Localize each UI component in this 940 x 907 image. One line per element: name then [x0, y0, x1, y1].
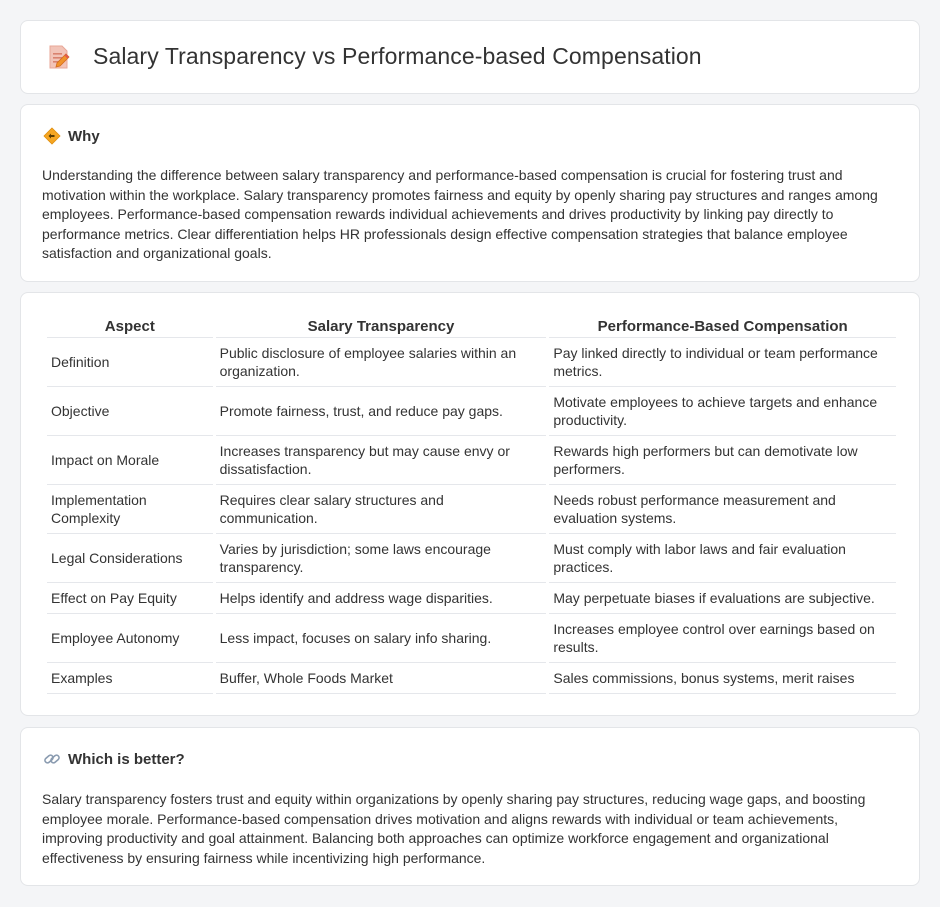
document-pencil-icon	[47, 44, 71, 70]
header-aspect: Aspect	[47, 315, 213, 338]
header-salary-transparency: Salary Transparency	[216, 315, 547, 338]
salary-transparency-cell: Buffer, Whole Foods Market	[216, 663, 547, 694]
aspect-cell: Definition	[47, 338, 213, 387]
header-performance-based: Performance-Based Compensation	[549, 315, 896, 338]
link-icon	[43, 750, 61, 768]
aspect-cell: Objective	[47, 387, 213, 436]
salary-transparency-cell: Varies by jurisdiction; some laws encourage transparency.	[216, 534, 547, 583]
why-heading: Why	[68, 127, 100, 145]
table-row	[47, 534, 896, 583]
performance-based-cell: Needs robust performance measurement and evaluation systems.	[549, 485, 896, 534]
why-card	[20, 104, 920, 282]
table-row	[47, 614, 896, 663]
why-heading-row	[43, 127, 100, 145]
salary-transparency-cell: Requires clear salary structures and communication.	[216, 485, 547, 534]
why-text: Understanding the difference between salary transparency and performance-based compensation is crucial for fostering trust and motivation within the workplace. Salary transparency promotes fairness and equity by openly sharing pay structures and ranges among employees. Performance-based compensation rewards individual achievements and drives productivity by linking pay directly to performance metrics. Clear differentiation helps HR professionals design effective compensation strategies that balance employee satisfaction and organizational goals.	[42, 167, 878, 261]
table-row	[47, 485, 896, 534]
better-text: Salary transparency fosters trust and equity within organizations by openly sharing pay structures, reducing wage gaps, and boosting employee morale. Performance-based compensation drives motivation and aligns rewards with individual or team achievements, improving productivity and goal attainment. Balancing both approaches can optimize workforce engagement and organizational effectiveness by ensuring fairness while incentivizing high performance.	[42, 791, 866, 866]
comparison-table	[44, 315, 899, 694]
aspect-cell: Effect on Pay Equity	[47, 583, 213, 614]
table-row	[47, 436, 896, 485]
table-row	[47, 663, 896, 694]
performance-based-cell: May perpetuate biases if evaluations are subjective.	[549, 583, 896, 614]
better-heading: Which is better?	[68, 750, 185, 768]
which-is-better-card	[20, 727, 920, 886]
performance-based-cell: Motivate employees to achieve targets and enhance productivity.	[549, 387, 896, 436]
table-row	[47, 387, 896, 436]
table-header-row	[47, 315, 896, 338]
aspect-cell: Legal Considerations	[47, 534, 213, 583]
comparison-card	[20, 292, 920, 716]
page-title: Salary Transparency vs Performance-based Compensation	[93, 43, 702, 69]
salary-transparency-cell: Increases transparency but may cause envy or dissatisfaction.	[216, 436, 547, 485]
title-card	[20, 20, 920, 94]
title-row	[47, 43, 702, 70]
salary-transparency-cell: Helps identify and address wage disparities.	[216, 583, 547, 614]
aspect-cell: Implementation Complexity	[47, 485, 213, 534]
performance-based-cell: Rewards high performers but can demotivate low performers.	[549, 436, 896, 485]
table-row	[47, 338, 896, 387]
salary-transparency-cell: Promote fairness, trust, and reduce pay gaps.	[216, 387, 547, 436]
aspect-cell: Employee Autonomy	[47, 614, 213, 663]
performance-based-cell: Must comply with labor laws and fair evaluation practices.	[549, 534, 896, 583]
diamond-warning-icon	[43, 127, 61, 145]
salary-transparency-cell: Public disclosure of employee salaries within an organization.	[216, 338, 547, 387]
aspect-cell: Examples	[47, 663, 213, 694]
performance-based-cell: Increases employee control over earnings based on results.	[549, 614, 896, 663]
table-row	[47, 583, 896, 614]
performance-based-cell: Sales commissions, bonus systems, merit raises	[549, 663, 896, 694]
performance-based-cell: Pay linked directly to individual or team performance metrics.	[549, 338, 896, 387]
better-heading-row	[43, 750, 185, 768]
salary-transparency-cell: Less impact, focuses on salary info sharing.	[216, 614, 547, 663]
aspect-cell: Impact on Morale	[47, 436, 213, 485]
